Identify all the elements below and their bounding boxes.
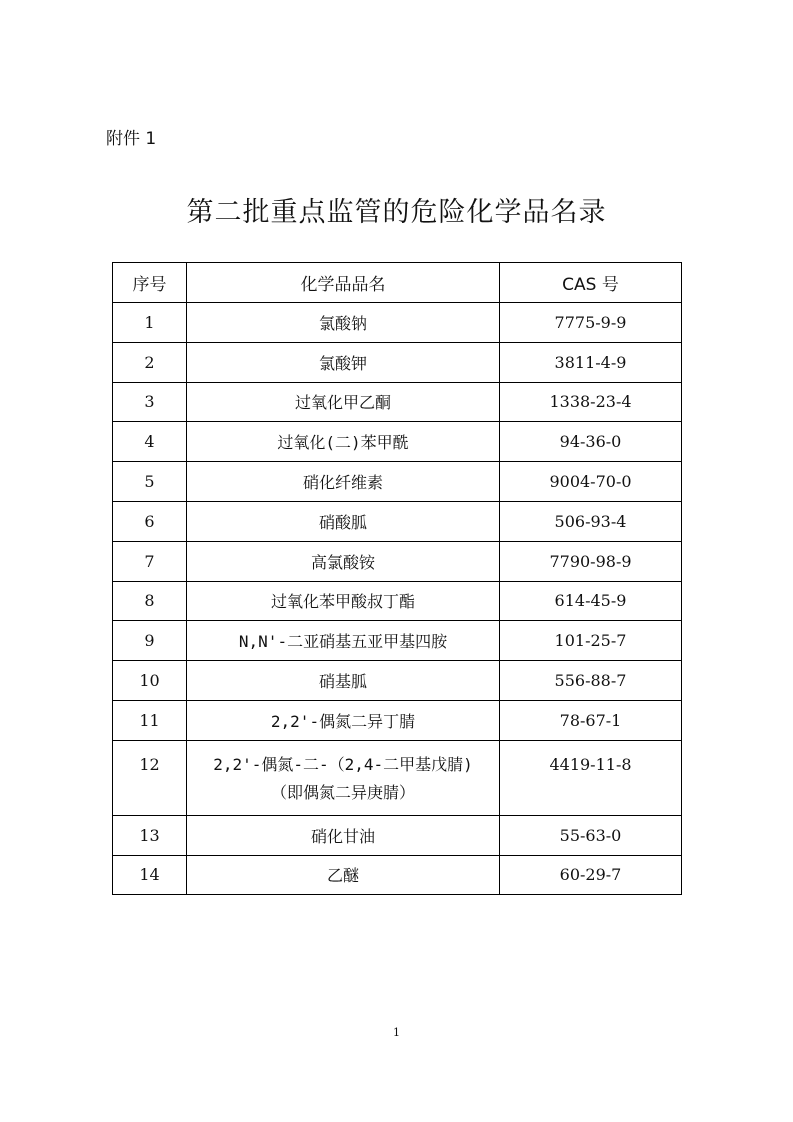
chemical-name: 过氧化甲乙酮 [187,382,500,422]
row-number: 6 [113,501,187,541]
table-header-row [113,263,682,303]
chemical-name: 氯酸钠 [187,303,500,343]
cas-number: 3811-4-9 [500,342,682,382]
chemical-name: 硝基胍 [187,661,500,701]
cas-number: 556-88-7 [500,661,682,701]
row-number: 7 [113,541,187,581]
chemical-name: 氯酸钾 [187,342,500,382]
cas-number: 101-25-7 [500,621,682,661]
table-row [113,342,682,382]
header-number: 序号 [113,263,187,303]
row-number: 3 [113,382,187,422]
cas-number: 614-45-9 [500,581,682,621]
chemical-name: 过氧化苯甲酸叔丁酯 [187,581,500,621]
attachment-label: 附件 1 [106,129,157,149]
cas-number: 506-93-4 [500,501,682,541]
table-row [113,382,682,422]
page-number: 1 [393,1026,400,1039]
table-row [113,700,682,740]
row-number: 10 [113,661,187,701]
chemical-name: 硝酸胍 [187,501,500,541]
cas-number: 7775-9-9 [500,303,682,343]
chemical-name: N,N'-二亚硝基五亚甲基四胺 [187,621,500,661]
row-number: 9 [113,621,187,661]
table-row [113,541,682,581]
chemical-name: 2,2'-偶氮二异丁腈 [187,700,500,740]
header-chemical-name: 化学品品名 [187,263,500,303]
row-number: 2 [113,342,187,382]
row-number: 1 [113,303,187,343]
row-number: 13 [113,815,187,855]
table-row [113,581,682,621]
row-number: 12 [113,740,187,815]
table-row [113,740,682,815]
cas-number: 55-63-0 [500,815,682,855]
table-row [113,462,682,502]
cas-number: 60-29-7 [500,855,682,895]
document-title: 第二批重点监管的危险化学品名录 [186,197,607,228]
table-row [113,661,682,701]
chemical-name: 高氯酸铵 [187,541,500,581]
chemical-name-line2: （即偶氮二异庚腈） [270,782,415,802]
table-row [113,303,682,343]
row-number: 4 [113,422,187,462]
table-row [113,501,682,541]
chemical-name-line1: 2,2'-偶氮-二-（2,4-二甲基戊腈) [213,754,473,774]
cas-number: 4419-11-8 [500,740,682,815]
cas-number: 1338-23-4 [500,382,682,422]
chemical-name: 硝化甘油 [187,815,500,855]
row-number: 5 [113,462,187,502]
cas-number: 78-67-1 [500,700,682,740]
cas-number: 94-36-0 [500,422,682,462]
table-row [113,815,682,855]
chemical-name: 乙醚 [187,855,500,895]
header-cas-number: CAS 号 [500,263,682,303]
table-row [113,422,682,462]
cas-number: 9004-70-0 [500,462,682,502]
row-number: 14 [113,855,187,895]
chemical-list-table [112,262,682,895]
row-number: 11 [113,700,187,740]
cas-number: 7790-98-9 [500,541,682,581]
table-row [113,855,682,895]
row-number: 8 [113,581,187,621]
chemical-name: 过氧化(二)苯甲酰 [187,422,500,462]
chemical-name: 硝化纤维素 [187,462,500,502]
table-row [113,621,682,661]
chemical-name [187,740,500,815]
